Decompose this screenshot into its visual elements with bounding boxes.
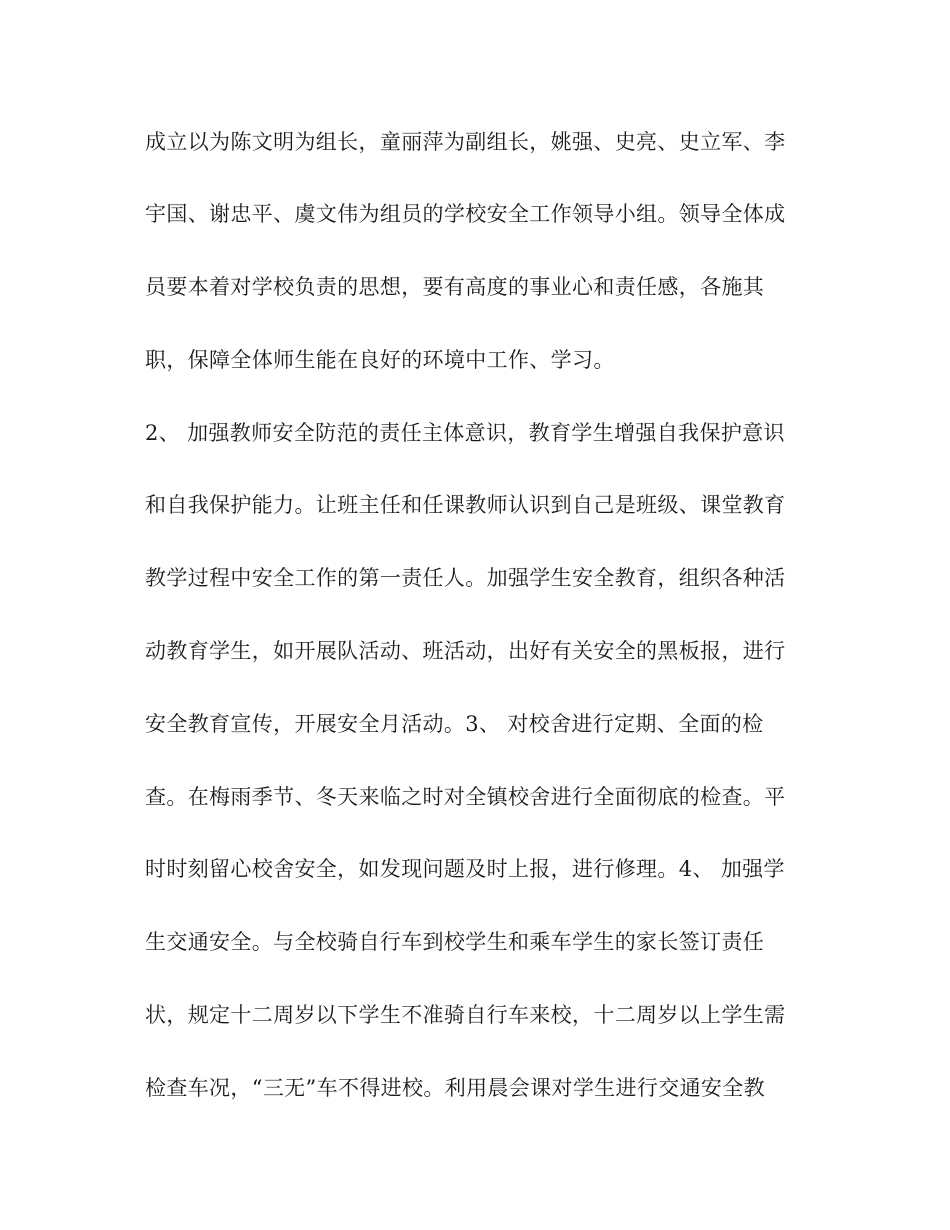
text-line: 查。在梅雨季节、冬天来临之时对全镇校舍进行全面彻底的检查。平 bbox=[145, 785, 786, 809]
text-line: 教学过程中安全工作的第一责任人。加强学生安全教育，组织各种活 bbox=[145, 566, 786, 590]
text-line: 检查车况，“三无”车不得进校。利用晨会课对学生进行交通安全教 bbox=[145, 1076, 765, 1100]
text-line: 员要本着对学校负责的思想，要有高度的事业心和责任感，各施其 bbox=[145, 275, 765, 299]
text-line: 动教育学生，如开展队活动、班活动，出好有关安全的黑板报，进行 bbox=[145, 639, 786, 663]
text-line: 成立以为陈文明为组长，童丽萍为副组长，姚强、史亮、史立军、李 bbox=[145, 130, 786, 154]
text-line: 2、 加强教师安全防范的责任主体意识，教育学生增强自我保护意识 bbox=[145, 421, 785, 445]
text-line: 状，规定十二周岁以下学生不准骑自行车来校，十二周岁以上学生需 bbox=[145, 1003, 786, 1027]
text-line: 宇国、谢忠平、虞文伟为组员的学校安全工作领导小组。领导全体成 bbox=[145, 202, 786, 226]
text-line: 和自我保护能力。让班主任和任课教师认识到自己是班级、课堂教育 bbox=[145, 493, 786, 517]
text-line: 安全教育宣传，开展安全月活动。3、 对校舍进行定期、全面的检 bbox=[145, 712, 764, 736]
text-line: 生交通安全。与全校骑自行车到校学生和乘车学生的家长签订责任 bbox=[145, 930, 765, 954]
text-line: 职，保障全体师生能在良好的环境中工作、学习。 bbox=[145, 348, 615, 372]
text-line: 时时刻留心校舍安全，如发现问题及时上报，进行修理。4、 加强学 bbox=[145, 857, 785, 881]
